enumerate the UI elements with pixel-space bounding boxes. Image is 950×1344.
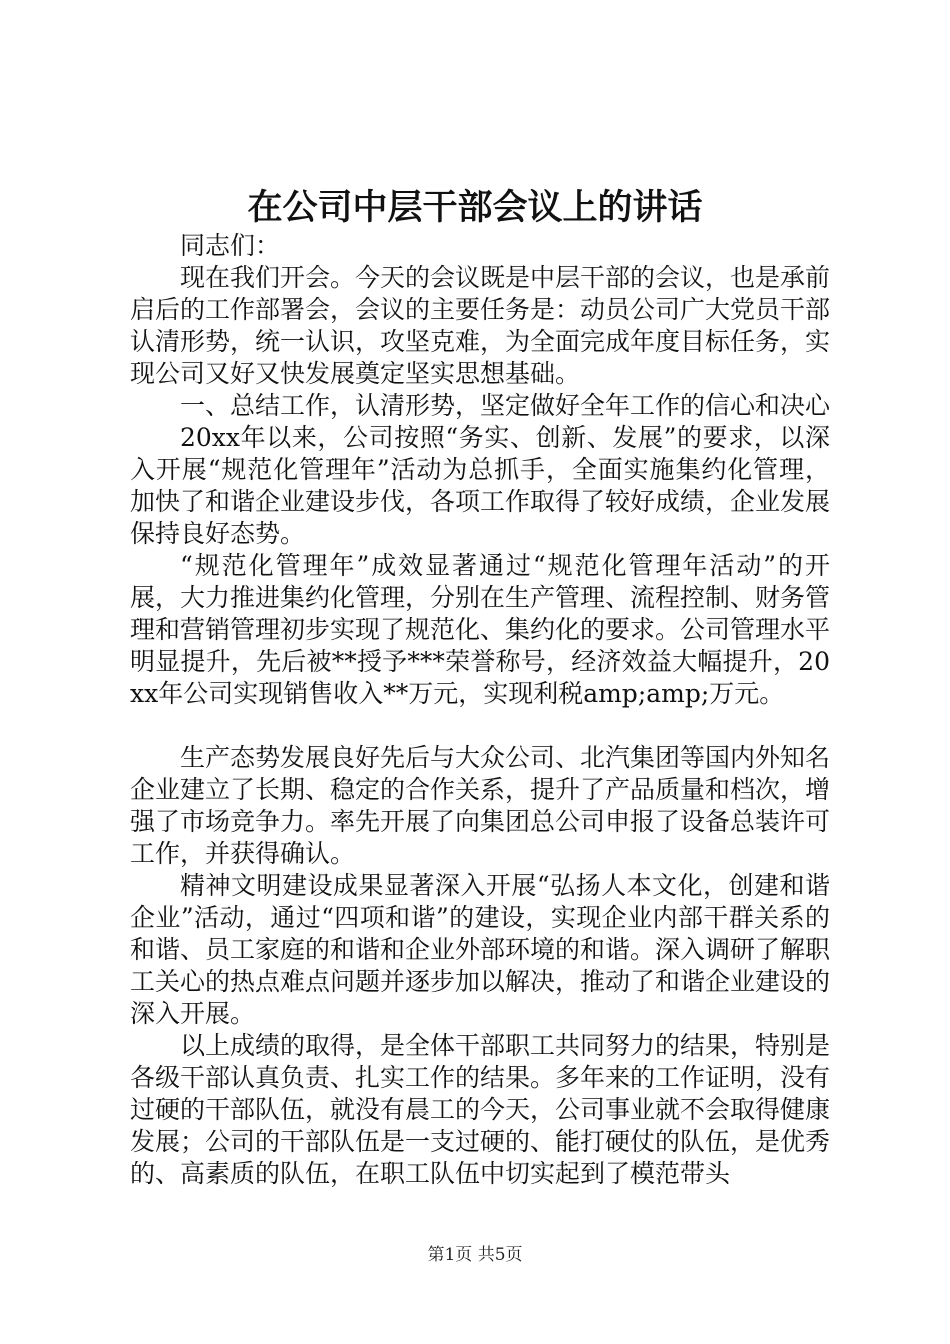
paragraph-production: 生产态势发展良好先后与大众公司、北汽集团等国内外知名企业建立了长期、稳定的合作关系，提升了产品质量和档次，增强了市场竞争力。率先开展了向集团总公司申报了设备总装许可工作，并获得确认。 — [130, 743, 831, 868]
paragraph-salutation: 同志们： — [180, 231, 281, 260]
paragraph-management-year: “规范化管理年”成效显著通过“规范化管理年活动”的开展，大力推进集约化管理，分别在生产管理、流程控制、财务管理和营销管理初步实现了规范化、集约化的要求。公司管理水平明显提升，先后被**授予***荣誉称号，经济效益大幅提升，20xx年公司实现销售收入**万元，实现利税amp;amp;万元。 — [130, 551, 831, 708]
section-heading-1: 一、总结工作，认清形势，坚定做好全年工作的信心和决心 — [180, 391, 831, 420]
paragraph-achievements: 以上成绩的取得，是全体干部职工共同努力的结果，特别是各级干部认真负责、扎实工作的结果。多年来的工作证明，没有过硬的干部队伍，就没有晨工的今天，公司事业就不会取得健康发展；公司的干部队伍是一支过硬的、能打硬仗的队伍，是优秀的、高素质的队伍，在职工队伍中切实起到了模范带头 — [130, 1031, 831, 1188]
paragraph-summary: 20xx年以来，公司按照“务实、创新、发展”的要求，以深入开展“规范化管理年”活动为总抓手，全面实施集约化管理，加快了和谐企业建设步伐，各项工作取得了较好成绩，企业发展保持良好态势。 — [130, 423, 831, 548]
paragraph-opening: 现在我们开会。今天的会议既是中层干部的会议，也是承前启后的工作部署会，会议的主要任务是：动员公司广大党员干部认清形势，统一认识，攻坚克难，为全面完成年度目标任务，实现公司又好又快发展奠定坚实思想基础。 — [130, 263, 831, 388]
page-number-footer: 第1页 共5页 — [427, 1245, 523, 1265]
document-body — [130, 230, 830, 1190]
paragraph-culture: 精神文明建设成果显著深入开展“弘扬人本文化，创建和谐企业”活动，通过“四项和谐”的建设，实现企业内部干群关系的和谐、员工家庭的和谐和企业外部环境的和谐。深入调研了解职工关心的热点难点问题并逐步加以解决，推动了和谐企业建设的深入开展。 — [130, 871, 831, 1028]
document-title: 在公司中层干部会议上的讲话 — [247, 187, 703, 228]
